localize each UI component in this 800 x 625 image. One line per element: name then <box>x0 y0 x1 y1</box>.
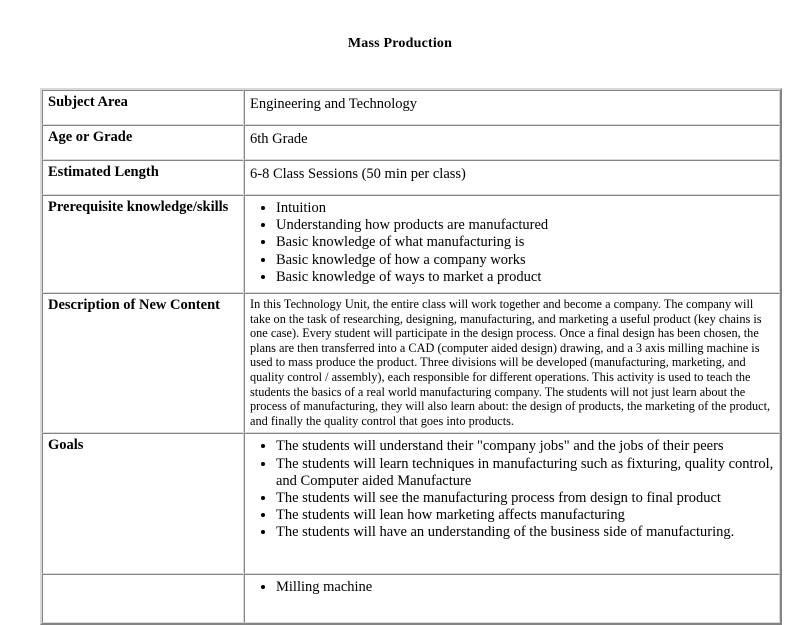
lesson-plan-table <box>40 88 782 625</box>
row-value-description-of-new-content <box>244 293 780 433</box>
goals-list <box>250 438 774 541</box>
row-label-age-or-grade: Age or Grade <box>42 125 244 160</box>
row-value-prerequisite <box>244 195 780 293</box>
subject-area-text: Engineering and Technology <box>250 96 418 112</box>
row-value-materials <box>244 574 780 623</box>
table-row <box>42 90 780 125</box>
row-value-subject-area <box>244 90 780 125</box>
list-item: • The students will lean how marketing affects manufacturing <box>276 507 774 524</box>
page-title: Mass Production <box>347 36 453 51</box>
age-or-grade-text: 6th Grade <box>250 131 308 147</box>
list-item: • Basic knowledge of ways to market a product <box>276 269 774 286</box>
list-item: • Basic knowledge of what manufacturing is <box>276 234 774 251</box>
list-item: • Milling machine <box>276 579 774 596</box>
description-paragraph: In this Technology Unit, the entire class will work together and become a company. The company will take on the task of researching, designing, manufacturing, and marketing a useful product (key chains is one case). Every student will participate in the design process. Once a final design has been chosen, the plans are then transferred into a CAD (computer aided design) drawing, and a 3 axis milling machine is used to mass produce the product. Three divisions will be developed (manufacturing, marketing, and quality control / assembly), each responsible for different operations. This activity is used to teach the students the basics of a real world manufacturing company. The students will not just learn about the process of manufacturing, they will also learn about: the design of products, the marketing of the product, and finally the quality control that goes into products. <box>250 297 771 428</box>
table-row <box>42 160 780 195</box>
row-label-prerequisite: Prerequisite knowledge/skills <box>42 195 244 293</box>
row-label-subject-area: Subject Area <box>42 90 244 125</box>
table-row <box>42 574 780 623</box>
list-item: • The students will have an understanding of the business side of manufacturing. <box>276 524 774 541</box>
estimated-length-text: 6-8 Class Sessions (50 min per class) <box>250 166 466 182</box>
list-item: • The students will see the manufacturing process from design to final product <box>276 490 774 507</box>
table-row <box>42 125 780 160</box>
list-item: • Understanding how products are manufactured <box>276 217 774 234</box>
row-value-age-or-grade <box>244 125 780 160</box>
list-item: • Basic knowledge of how a company works <box>276 252 774 269</box>
table-row <box>42 195 780 293</box>
materials-list <box>250 579 774 596</box>
lesson-plan-table-wrapper <box>0 53 800 625</box>
row-label-description-of-new-content: Description of New Content <box>42 293 244 433</box>
row-label-estimated-length: Estimated Length <box>42 160 244 195</box>
list-item: • Intuition <box>276 200 774 217</box>
prerequisite-list <box>250 200 774 286</box>
row-value-goals <box>244 433 780 574</box>
row-value-estimated-length <box>244 160 780 195</box>
row-label-goals: Goals <box>42 433 244 574</box>
row-label-materials <box>42 574 244 623</box>
table-row <box>42 433 780 574</box>
table-row <box>42 293 780 433</box>
lesson-plan-table-body <box>42 90 780 623</box>
list-item: • The students will learn techniques in manufacturing such as fixturing, quality control, and Computer aided Manufacture <box>276 456 774 490</box>
list-item: • The students will understand their "company jobs" and the jobs of their peers <box>276 438 774 455</box>
